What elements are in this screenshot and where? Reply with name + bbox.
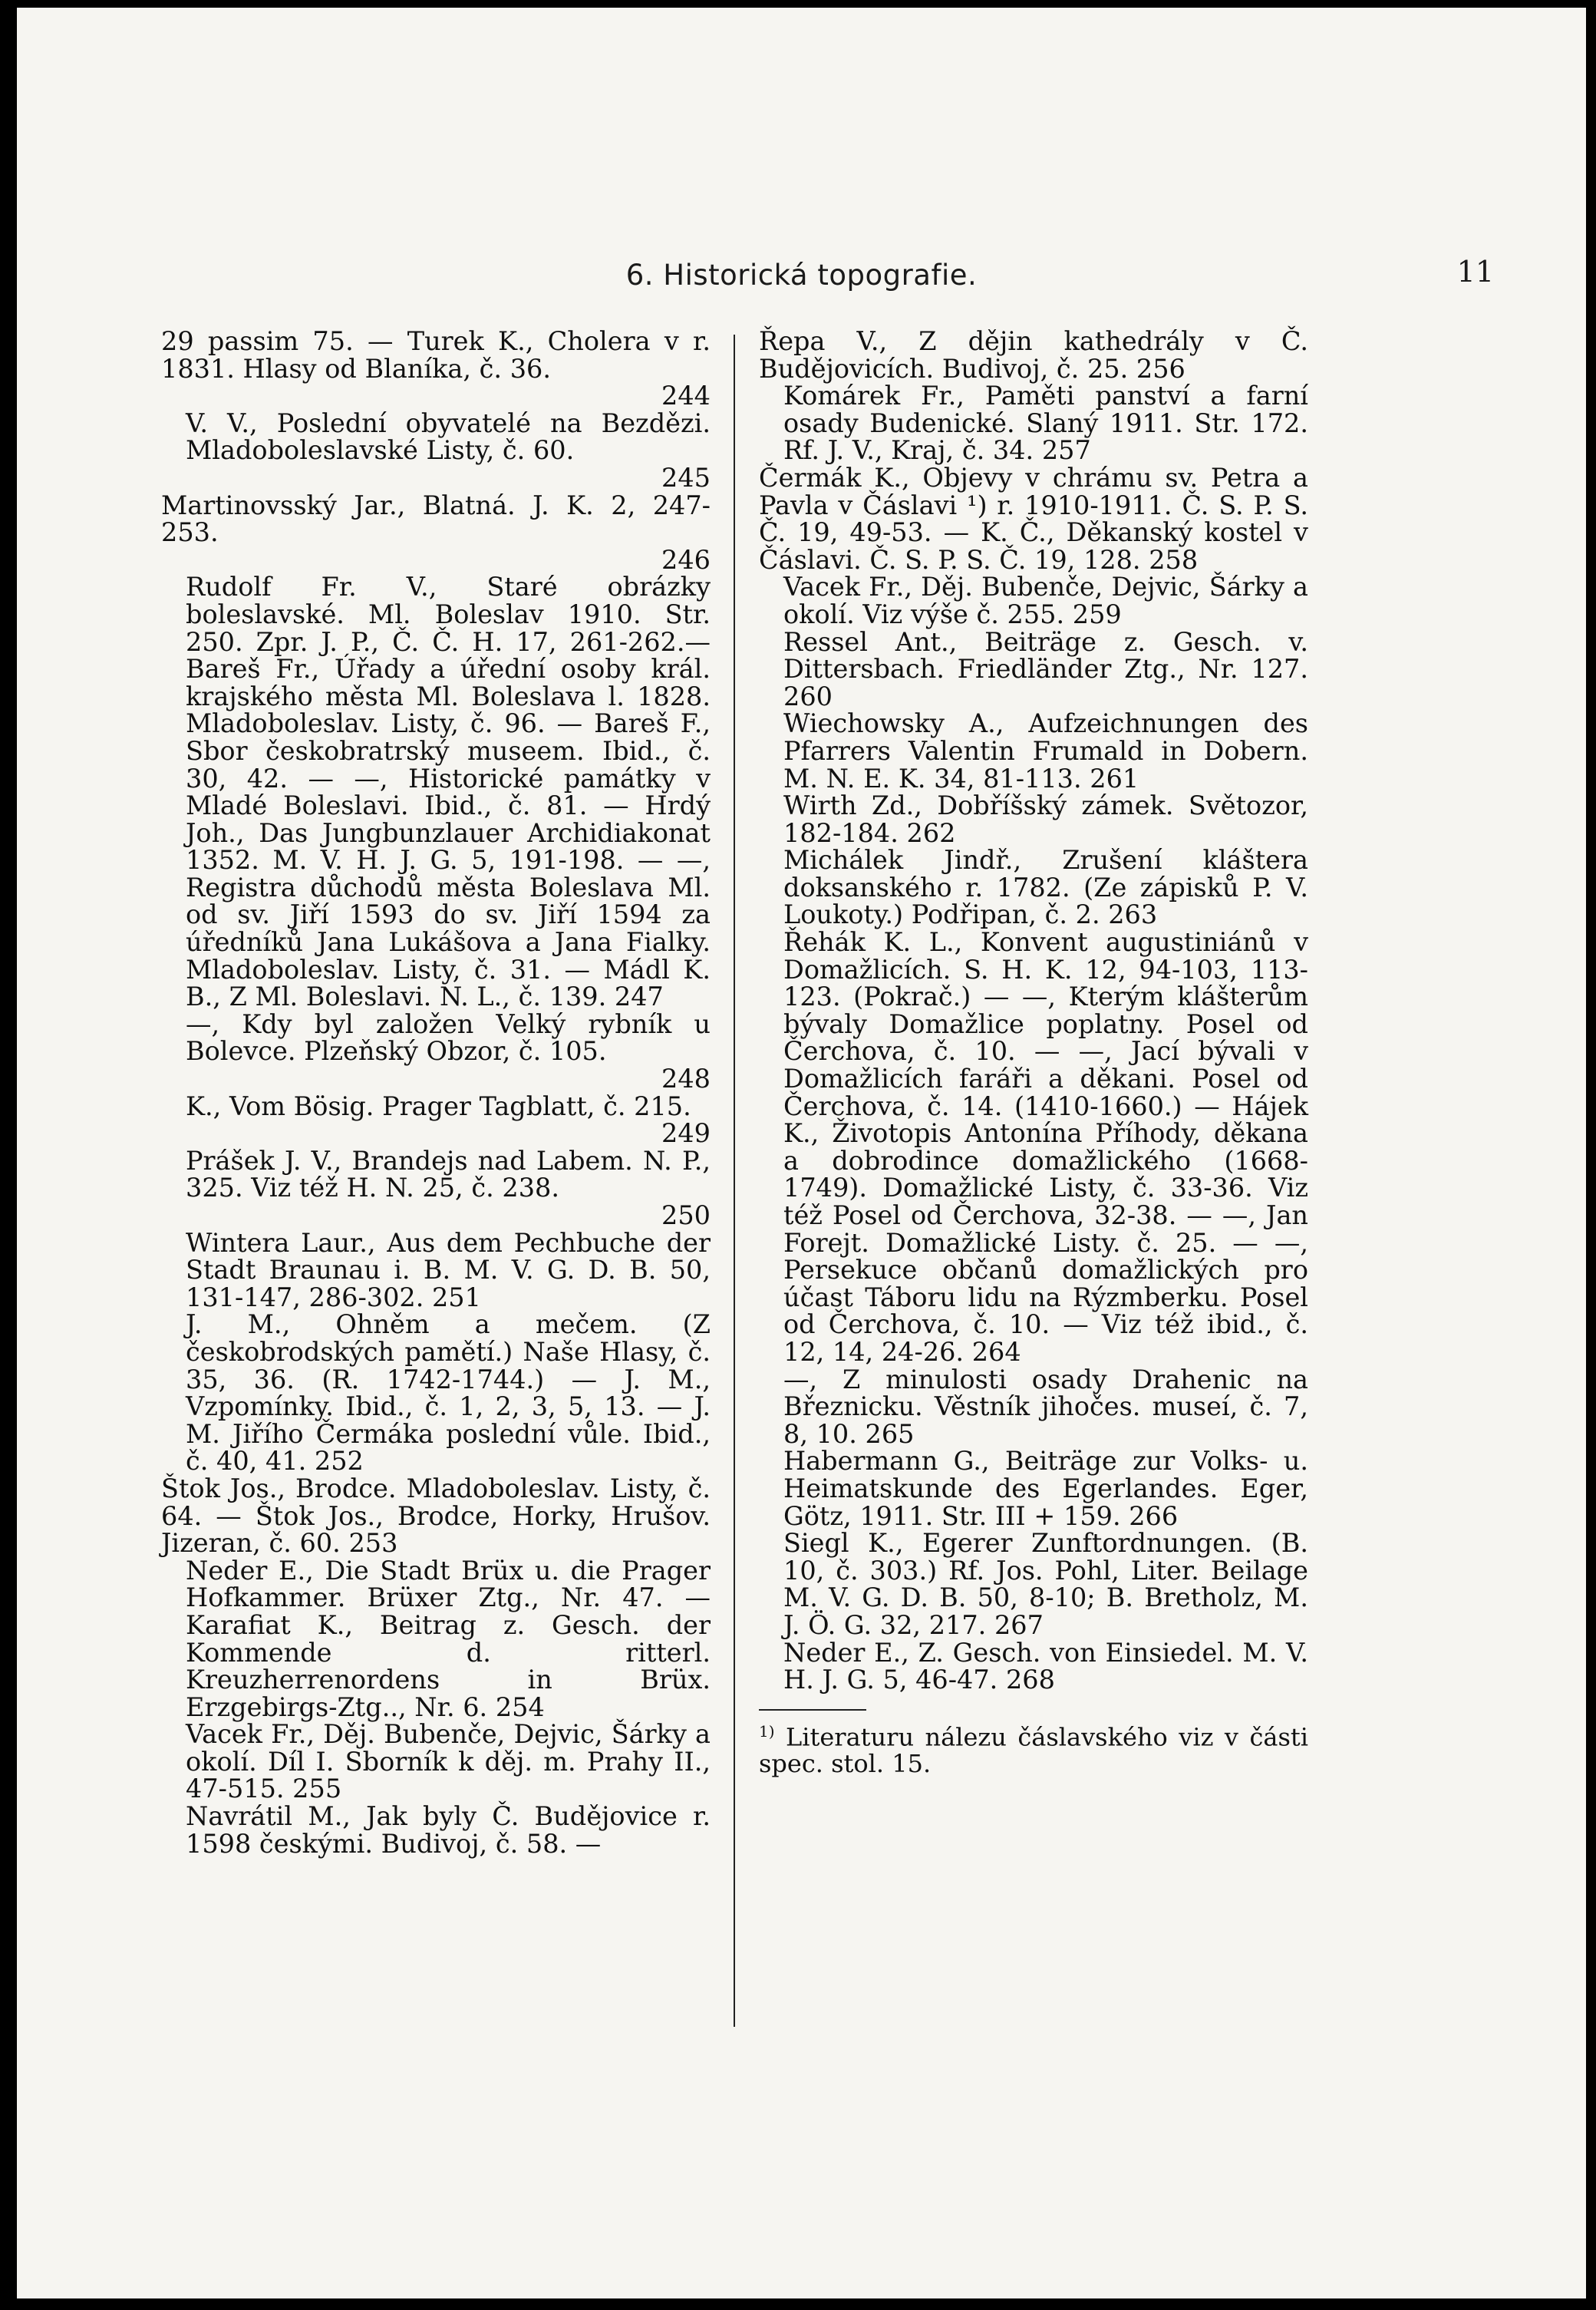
- bibliography-entry: Wirth Zd., Dobříšský zámek. Světozor, 182-184. 262: [783, 790, 1308, 848]
- page-number: 11: [1456, 255, 1494, 289]
- bibliography-entry: Neder E., Die Stadt Brüx u. die Prager Hofkammer. Brüxer Ztg., Nr. 47. — Karafiat K., Beitrag z. Gesch. der Kommende d. ritterl. Kreuzherrenordens in Brüx. Erzgebirgs-Ztg.., Nr. 6. 254: [186, 1555, 711, 1722]
- bibliography-entry: Prášek J. V., Brandejs nad Labem. N. P., 325. Viz též H. N. 25, č. 238.: [186, 1145, 711, 1203]
- bibliography-entry: Čermák K., Objevy v chrámu sv. Petra a Pavla v Čáslavi ¹) r. 1910-1911. Č. S. P. S. Č. 19, 49-53. — K. Č., Děkanský kostel v Čáslavi. Č. S. P. S. Č. 19, 128. 258: [759, 462, 1308, 575]
- entry-number: 244: [661, 381, 711, 411]
- left-column: [161, 328, 711, 1857]
- column-divider: [734, 335, 735, 2027]
- page: [17, 8, 1586, 2298]
- bibliography-entry: —, Kdy byl založen Velký rybník u Bolevce. Plzeňský Obzor, č. 105.: [186, 1008, 711, 1067]
- bibliography-entry: Martinovsský Jar., Blatná. J. K. 2, 247-253.: [161, 490, 711, 548]
- entry-number: 249: [661, 1118, 711, 1149]
- footnote: [759, 1718, 1308, 1778]
- bibliography-entry: Řehák K. L., Konvent augustiniánů v Domažlicích. S. H. K. 12, 94-103, 113-123. (Pokrač.) — —, Kterým klášterům bývaly Domažlice poplatny. Posel od Čerchova, č. 10. — —, Jací bývali v Domažlicích faráři a děkani. Posel od Čerchova, č. 14. (1410-1660.) — Hájek K., Životopis Antonína Příhody, děkana a dobrodince domažlického (1668-1749). Domažlické Listy, č. 33-36. Viz též Posel od Čerchova, 32-38. — —, Jan Forejt. Domažlické Listy. č. 25. — —, Persekuce občanů domažlických pro účast Táboru lidu na Rýzmberku. Posel od Čerchova, č. 10. — Viz též ibid., č. 12, 14, 24-26. 264: [783, 927, 1308, 1367]
- right-column: [759, 328, 1308, 1777]
- running-header: 6. Historická topografie.: [625, 259, 978, 292]
- entry-number: 250: [661, 1200, 711, 1230]
- entry-number: 248: [661, 1064, 711, 1094]
- entry-number: 245: [661, 462, 711, 493]
- bibliography-entry: Rudolf Fr. V., Staré obrázky boleslavské. Ml. Boleslav 1910. Str. 250. Zpr. J. P., Č. Č. H. 17, 261-262.— Bareš Fr., Úřady a úřední osoby král. krajského města Ml. Boleslava l. 1828. Mladoboleslav. Listy, č. 96. — Bareš F., Sbor českobratrský museem. Ibid., č. 30, 42. — —, Historické památky v Mladé Boleslavi. Ibid., č. 81. — Hrdý Joh., Das Jungbunzlauer Archidiakonat 1352. M. V. H. J. G. 5, 191-198. — —, Registra důchodů města Boleslava Ml. od sv. Jiří 1593 do sv. Jiří 1594 za úředníků Jana Lukášova a Jana Fialky. Mladoboleslav. Listy, č. 31. — Mádl K. B., Z Ml. Boleslavi. N. L., č. 139. 247: [186, 572, 711, 1012]
- footnote-marker: 1): [759, 1721, 775, 1741]
- bibliography-entry: V. V., Poslední obyvatelé na Bezdězi. Mladoboleslavské Listy, č. 60.: [186, 408, 711, 466]
- bibliography-entry: Vacek Fr., Děj. Bubenče, Dejvic, Šárky a okolí. Viz výše č. 255. 259: [783, 572, 1308, 629]
- bibliography-entry: Wintera Laur., Aus dem Pechbuche der Stadt Braunau i. B. M. V. G. D. B. 50, 131-147, 286-302. 251: [186, 1227, 711, 1312]
- entry-number: 246: [661, 544, 711, 575]
- footnote-rule: [759, 1709, 866, 1711]
- bibliography-entry: Štok Jos., Brodce. Mladoboleslav. Listy, č. 64. — Štok Jos., Brodce, Horky, Hrušov. Jizeran, č. 60. 253: [161, 1473, 711, 1559]
- bibliography-entry: Ressel Ant., Beiträge z. Gesch. v. Dittersbach. Friedländer Ztg., Nr. 127. 260: [783, 626, 1308, 711]
- bibliography-entry: Navrátil M., Jak byly Č. Budějovice r. 1598 českými. Budivoj, č. 58. —: [186, 1801, 711, 1859]
- bibliography-entry: Komárek Fr., Paměti panství a farní osady Budenické. Slaný 1911. Str. 172. Rf. J. V., Kraj, č. 34. 257: [783, 381, 1308, 466]
- footnote-text: Literaturu nálezu čáslavského viz v části spec. stol. 15.: [759, 1722, 1308, 1779]
- bibliography-entry: 29 passim 75. — Turek K., Cholera v r. 1831. Hlasy od Blaníka, č. 36.: [161, 326, 711, 384]
- bibliography-entry: Habermann G., Beiträge zur Volks- u. Heimatskunde des Egerlandes. Eger, Götz, 1911. Str. III + 159. 266: [783, 1446, 1308, 1531]
- bibliography-entry: K., Vom Bösig. Prager Tagblatt, č. 215.: [186, 1091, 691, 1121]
- bibliography-entry: Michálek Jindř., Zrušení kláštera doksanského r. 1782. (Ze zápisků P. V. Loukoty.) Podřipan, č. 2. 263: [783, 845, 1308, 930]
- bibliography-entry: —, Z minulosti osady Drahenic na Březnicku. Věstník jihočes. museí, č. 7, 8, 10. 265: [783, 1364, 1308, 1449]
- bibliography-entry: Siegl K., Egerer Zunftordnungen. (B. 10, č. 303.) Rf. Jos. Pohl, Liter. Beilage M. V. G. D. B. 50, 8-10; B. Bretholz, M. J. Ö. G. 32, 217. 267: [783, 1528, 1308, 1640]
- bibliography-entry: Wiechowsky A., Aufzeichnungen des Pfarrers Valentin Frumald in Dobern. M. N. E. K. 34, 81-113. 261: [783, 708, 1308, 794]
- bibliography-entry: Neder E., Z. Gesch. von Einsiedel. M. V. H. J. G. 5, 46-47. 268: [783, 1637, 1308, 1695]
- bibliography-entry: Vacek Fr., Děj. Bubenče, Dejvic, Šárky a okolí. Díl I. Sborník k děj. m. Prahy II., 47-515. 255: [186, 1719, 711, 1804]
- bibliography-entry: Řepa V., Z dějin kathedrály v Č. Budějovicích. Budivoj, č. 25. 256: [759, 326, 1308, 384]
- bibliography-entry: J. M., Ohněm a mečem. (Z českobrodských pamětí.) Naše Hlasy, č. 35, 36. (R. 1742-1744.) — J. M., Vzpomínky. Ibid., č. 1, 2, 3, 5, 13. — J. M. Jiřího Čermáka poslední vůle. Ibid., č. 40, 41. 252: [186, 1309, 711, 1477]
